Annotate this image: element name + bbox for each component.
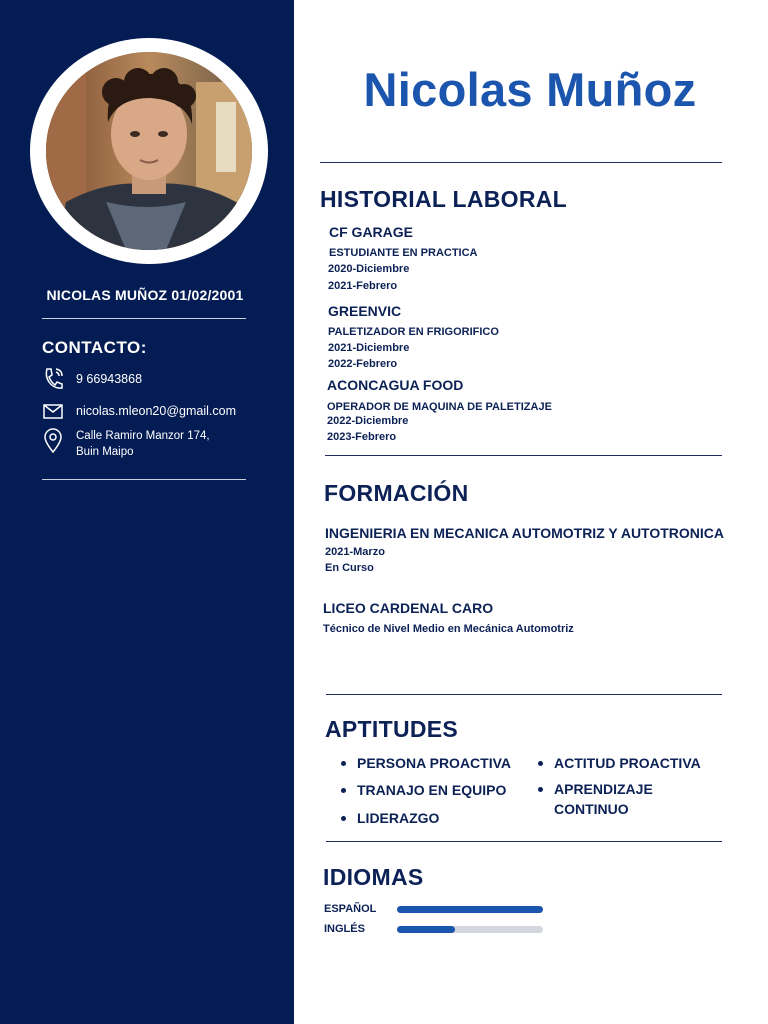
bullet: [341, 816, 346, 821]
sidebar-name-dob: NICOLAS MUÑOZ 01/02/2001: [46, 287, 244, 303]
location-pin-icon: [42, 428, 64, 452]
sidebar-divider-bottom: [42, 479, 246, 480]
work-history-title: HISTORIAL LABORAL: [320, 186, 568, 212]
language-level-bar: [397, 906, 543, 913]
job-role: OPERADOR DE MAQUINA DE PALETIZAJE: [327, 401, 552, 413]
address-text: [76, 428, 210, 460]
job-role: ESTUDIANTE EN PRACTICA: [329, 247, 478, 259]
job-start: 2021-Diciembre: [328, 342, 410, 354]
job-start: 2020-Diciembre: [328, 263, 410, 275]
skills-title: APTITUDES: [325, 716, 459, 742]
job-end: 2023-Febrero: [327, 431, 397, 443]
language-name: ESPAÑOL: [324, 903, 377, 915]
contact-phone: [42, 367, 272, 391]
section-divider: [326, 694, 722, 695]
page-title: Nicolas Muñoz: [363, 63, 697, 116]
bullet: [538, 761, 543, 766]
skill-item: PERSONA PROACTIVA: [357, 753, 511, 773]
profile-photo-frame: [30, 38, 268, 264]
job-end: 2022-Febrero: [328, 358, 398, 370]
job-company: ACONCAGUA FOOD: [327, 377, 464, 393]
skill-item: TRANAJO EN EQUIPO: [357, 780, 506, 800]
job-end: 2021-Febrero: [328, 280, 398, 292]
section-divider: [326, 841, 722, 842]
language-level-fill: [397, 906, 543, 913]
sidebar: [0, 0, 294, 1024]
email-text[interactable]: nicolas.mleon20@gmail.com: [76, 404, 236, 418]
bullet: [341, 761, 346, 766]
education-school: LICEO CARDENAL CARO: [323, 600, 494, 616]
education-status: En Curso: [325, 562, 374, 574]
job-start: 2022-Diciembre: [327, 415, 409, 427]
skill-item: ACTITUD PROACTIVA: [554, 753, 701, 773]
job-company: GREENVIC: [328, 303, 402, 319]
language-name: INGLÉS: [324, 923, 365, 935]
contact-address: [42, 428, 272, 468]
address-line-1: Calle Ramiro Manzor 174,: [76, 430, 210, 442]
education-degree: INGENIERIA EN MECANICA AUTOMOTRIZ Y AUTOTRONICA: [325, 525, 725, 541]
skill-item: APRENDIZAJE CONTINUO: [554, 779, 674, 819]
address-line-2: Buin Maipo: [76, 446, 134, 458]
profile-photo: [46, 52, 252, 250]
job-role: PALETIZADOR EN FRIGORIFICO: [328, 326, 499, 338]
phone-icon: [42, 367, 64, 391]
contact-email: [42, 399, 272, 423]
sidebar-divider: [42, 318, 246, 319]
language-level-bar: [397, 926, 543, 933]
mail-icon: [42, 399, 64, 423]
contact-title: CONTACTO:: [42, 338, 147, 357]
phone-text[interactable]: 9 66943868: [76, 372, 143, 386]
skill-item: LIDERAZGO: [357, 808, 439, 828]
education-start: 2021-Marzo: [325, 546, 385, 558]
job-company: CF GARAGE: [329, 224, 413, 240]
section-divider: [325, 455, 722, 456]
language-level-fill: [397, 926, 455, 933]
education-title: FORMACIÓN: [324, 480, 469, 506]
languages-title: IDIOMAS: [323, 864, 424, 890]
bullet: [341, 788, 346, 793]
header-divider: [320, 162, 722, 163]
bullet: [538, 787, 543, 792]
education-detail: Técnico de Nivel Medio en Mecánica Automotriz: [323, 623, 574, 635]
